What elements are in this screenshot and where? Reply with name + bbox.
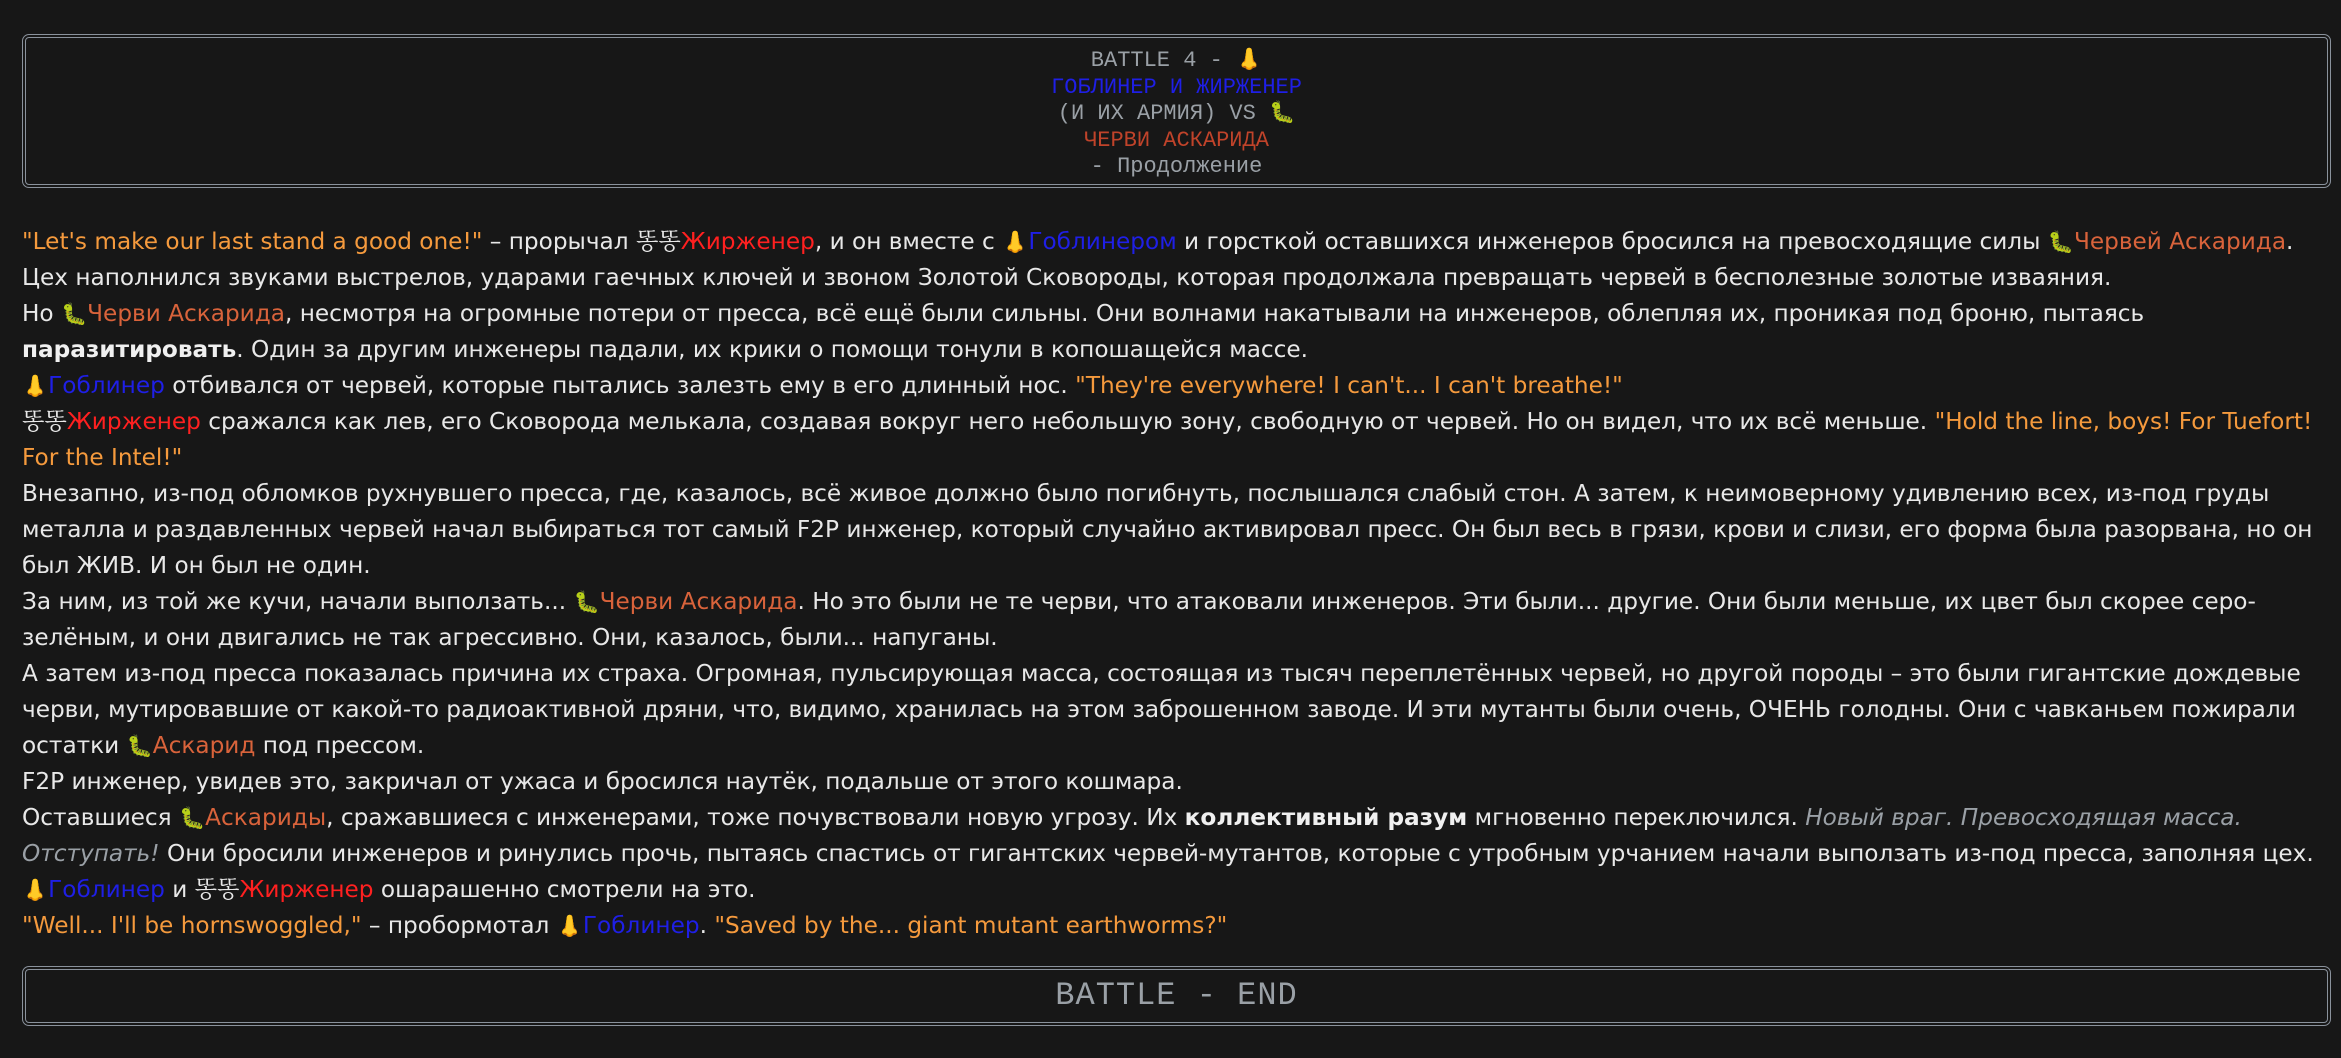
quote: "They're everywhere! I can't... I can't breathe!" — [1075, 372, 1623, 399]
story-paragraph — [22, 584, 2322, 656]
narration: А затем из-под пресса показалась причина их страха. Огромная, пульсирующая масса, состоящая из тысяч переплетённых червей, но другой породы – это были гигантские дождевые черви, мутировавшие от какой-то радиоактивной дряни, что, видимо, хранилась на этом заброшенном заводе. И эти мутанты были очень, ОЧЕНЬ голодны. Они с чавканьем пожирали остатки — [22, 660, 2301, 759]
worm-icon: 🐛 — [2047, 230, 2074, 254]
name-goblinner: Гоблинер — [48, 372, 165, 399]
worm-icon: 🐛 — [126, 734, 153, 758]
story-paragraph — [22, 224, 2322, 296]
nose-icon: 👃 — [1236, 50, 1263, 73]
name-ascarid-worms: Черви Аскарида — [87, 300, 285, 327]
narration: Оставшиеся — [22, 804, 180, 831]
quote: "Saved by the... giant mutant earthworms?" — [714, 912, 1228, 939]
narration: мгновенно переключился. — [1467, 804, 1806, 831]
nose-icon: 👃 — [22, 878, 49, 902]
banner-battle-label: BATTLE 4 - — [1090, 48, 1237, 73]
name-ascarid: Аскарид — [152, 732, 256, 759]
story-paragraph — [22, 656, 2322, 764]
story-paragraph — [22, 296, 2322, 368]
narration: сражался как лев, его Сковорода мелькала, создавая вокруг него небольшую зону, свободную от червей. Но он видел, что их всё меньше. — [200, 408, 1935, 435]
story-paragraph — [22, 800, 2322, 872]
worm-icon: 🐛 — [179, 806, 206, 830]
emphasis: паразитировать — [22, 336, 237, 363]
name-zhirzhener: Жирженер — [66, 408, 201, 435]
ttong-glyph: 똥똥 — [635, 228, 681, 255]
quote: "Hold the line, boys! For Tuefort! For the Intel!" — [22, 408, 2313, 471]
worm-icon: 🐛 — [61, 302, 88, 326]
name-goblinner: Гоблинер — [48, 876, 165, 903]
narration: , и он вместе с — [814, 228, 1003, 255]
quote: "Well... I'll be hornswoggled," — [22, 912, 362, 939]
ttong-glyph: 똥똥 — [194, 876, 240, 903]
story-paragraph — [22, 908, 2322, 944]
narration: Но — [22, 300, 61, 327]
story-paragraph — [22, 476, 2322, 584]
narration: . Но это были не те черви, что атаковали инженеров. Эти были... другие. Они были меньше, их цвет был скорее серо-зелёным, и они двигались не так агрессивно. Они, казалось, были... напуганы. — [22, 588, 2256, 651]
emphasis: коллективный разум — [1184, 804, 1468, 831]
banner-line-versus — [26, 101, 2327, 128]
narration: отбивался от червей, которые пытались залезть ему в его длинный нос. — [164, 372, 1076, 399]
narration: За ним, из той же кучи, начали выползать... — [22, 588, 574, 615]
banner-line-continuation: - Продолжение — [1090, 154, 1263, 179]
nose-icon: 👃 — [1002, 230, 1029, 254]
nose-icon: 👃 — [556, 914, 583, 938]
narration: – прорычал — [482, 228, 636, 255]
name-goblinner: Гоблинером — [1028, 228, 1177, 255]
battle-end-label: BATTLE - END — [1055, 977, 1298, 1014]
narration: и горсткой оставшихся инженеров бросился на превосходящие силы — [1176, 228, 2048, 255]
name-ascarid-worms: Черви Аскарида — [599, 588, 798, 615]
battle-end-banner — [22, 966, 2331, 1026]
story-paragraph — [22, 404, 2322, 476]
hive-thought: Новый враг. Превосходящая масса. Отступать! — [22, 804, 2242, 867]
narration: . Один за другим инженеры падали, их крики о помощи тонули в копошащейся массе. — [236, 336, 1309, 363]
narration: . Цех наполнился звуками выстрелов, ударами гаечных ключей и звоном Золотой Сковороды, которая продолжала превращать червей в бесполезные золотые изваяния. — [22, 228, 2294, 291]
name-goblinner: Гоблинер — [582, 912, 700, 939]
worm-icon: 🐛 — [1269, 103, 1296, 126]
name-zhirzhener: Жирженер — [680, 228, 815, 255]
narration: , сражавшиеся с инженерами, тоже почувствовали новую угрозу. Их — [326, 804, 1185, 831]
narration: под прессом. — [255, 732, 425, 759]
name-zhirzhener: Жирженер — [239, 876, 374, 903]
battle-header-banner — [22, 34, 2331, 188]
worm-icon: 🐛 — [573, 590, 600, 614]
story-paragraph — [22, 764, 2322, 800]
ttong-glyph: 똥똥 — [22, 408, 67, 435]
banner-line-enemy: ЧЕРВИ АСКАРИДА — [1084, 128, 1269, 153]
story-text — [22, 224, 2322, 944]
narration: Внезапно, из-под обломков рухнувшего пресса, где, казалось, всё живое должно было погибнуть, послышался слабый стон. А затем, к неимоверному удивлению всех, из-под груды металла и раздавленных червей начал выбираться тот самый F2P инженер, который случайно активировал пресс. Он был весь в грязи, крови и слизи, его форма была разорвана, но он был ЖИВ. И он был не один. — [22, 480, 2313, 579]
banner-versus-label: (И ИХ АРМИЯ) VS — [1057, 101, 1270, 126]
banner-line-battle — [26, 48, 2327, 75]
narration: и — [164, 876, 195, 903]
narration: , несмотря на огромные потери от пресса, всё ещё были сильны. Они волнами накатывали на инженеров, облепляя их, проникая под броню, пытаясь — [285, 300, 2145, 327]
narration: ошарашенно смотрели на это. — [373, 876, 756, 903]
narration: F2P инженер, увидев это, закричал от ужаса и бросился наутёк, подальше от этого кошмара. — [22, 768, 1183, 795]
narration: Они бросили инженеров и ринулись прочь, пытаясь спастись от гигантских червей-мутантов, которые с утробным урчанием начали выползать из-под пресса, заполняя цех. — [159, 840, 2314, 867]
name-ascarids: Аскариды — [205, 804, 327, 831]
name-ascarid-worms: Червей Аскарида — [2073, 228, 2287, 255]
narration: – пробормотал — [361, 912, 557, 939]
narration: . — [699, 912, 715, 939]
story-paragraph — [22, 872, 2322, 908]
nose-icon: 👃 — [22, 374, 49, 398]
story-paragraph — [22, 368, 2322, 404]
quote: "Let's make our last stand a good one!" — [22, 228, 483, 255]
banner-line-heroes: ГОБЛИНЕР И ЖИРЖЕНЕР — [1051, 75, 1302, 100]
